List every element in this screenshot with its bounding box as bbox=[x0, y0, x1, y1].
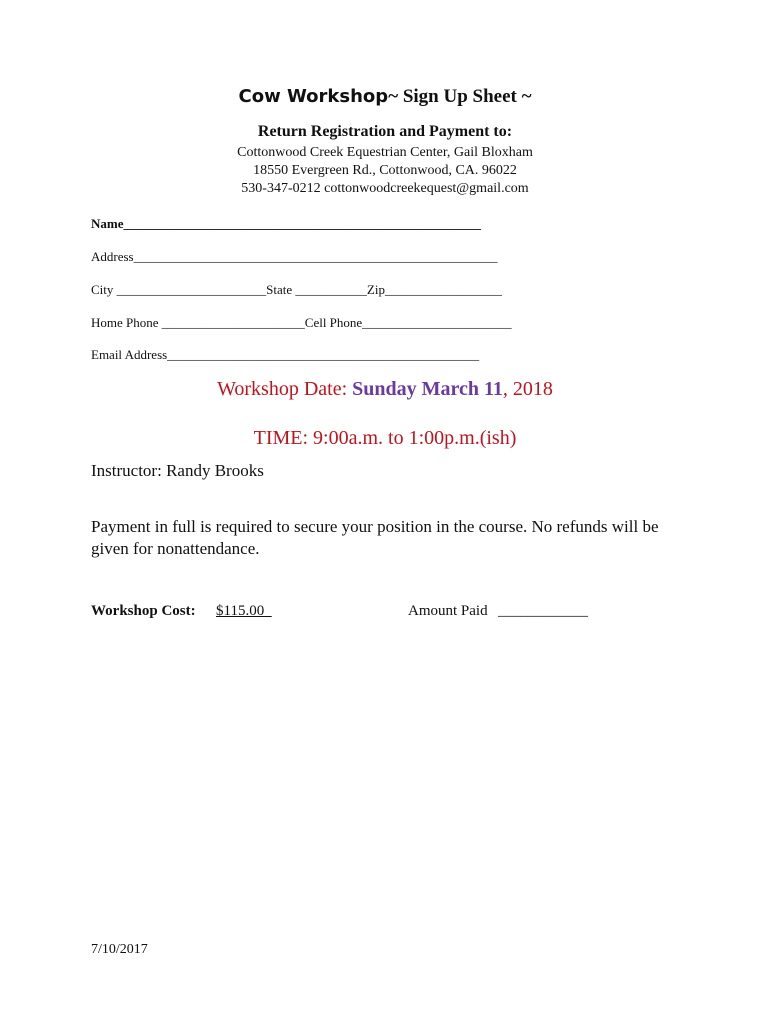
phone-fields[interactable]: Home Phone ______________________Cell Phone_______________________ bbox=[91, 315, 512, 330]
workshop-cost-value: $115.00 bbox=[216, 603, 272, 619]
page-title bbox=[0, 86, 770, 108]
return-address-line-3: 530-347-0212 cottonwoodcreekequest@gmail.com bbox=[241, 181, 529, 196]
name-field[interactable]: Name_______________________________________________________ bbox=[91, 216, 481, 231]
return-heading: Return Registration and Payment to: bbox=[257, 123, 513, 140]
footer-date: 7/10/2017 bbox=[91, 942, 148, 957]
workshop-time: TIME: 9:00a.m. to 1:00p.m.(ish) bbox=[253, 427, 517, 449]
city-state-zip-field[interactable]: City _______________________State ___________Zip__________________ bbox=[91, 282, 502, 297]
workshop-date-value: Sunday March 11 bbox=[352, 378, 503, 400]
amount-paid-label: Amount Paid bbox=[408, 603, 488, 619]
payment-note: Payment in full is required to secure your position in the course. No refunds will be given for nonattendance. bbox=[91, 517, 659, 558]
workshop-date-year: , 2018 bbox=[502, 378, 553, 400]
workshop-date-label: Workshop Date: bbox=[217, 378, 353, 400]
return-address-line-1: Cottonwood Creek Equestrian Center, Gail Bloxham bbox=[237, 145, 533, 160]
title-workshop-name: Cow Workshop bbox=[238, 86, 389, 107]
return-address-line-2: 18550 Evergreen Rd., Cottonwood, CA. 96022 bbox=[253, 163, 517, 178]
instructor: Instructor: Randy Brooks bbox=[91, 461, 264, 480]
amount-paid-field[interactable]: ____________ bbox=[498, 603, 588, 619]
workshop-cost-label: Workshop Cost: bbox=[91, 603, 196, 619]
workshop-date bbox=[0, 378, 770, 401]
title-sign-up-sheet: ~ Sign Up Sheet ~ bbox=[388, 86, 532, 107]
address-field[interactable]: Address________________________________________________________ bbox=[91, 249, 498, 264]
email-address-field[interactable]: Email Address________________________________________________ bbox=[91, 347, 480, 362]
